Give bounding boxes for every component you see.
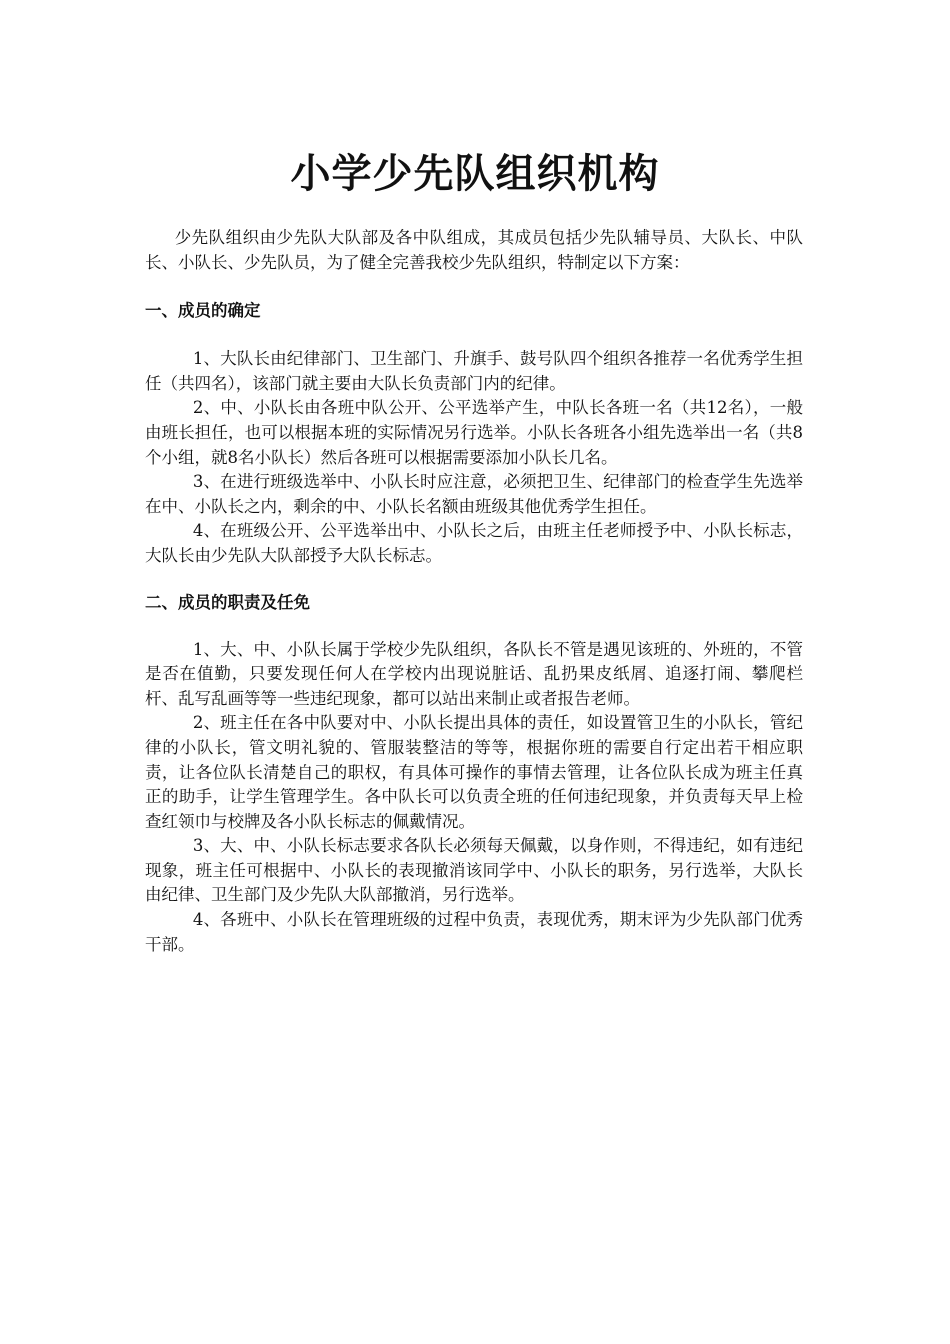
section2-paragraph-1: 1、大、中、小队长属于学校少先队组织，各队长不管是遇见该班的、外班的，不管是否在值勤，只要发现任何人在学校内出现说脏话、乱扔果皮纸屑、追逐打闹、攀爬栏杆、乱写乱画等等一些违纪现象，都可以站出来制止或者报告老师。 <box>145 639 803 708</box>
intro-paragraph: 少先队组织由少先队大队部及各中队组成，其成员包括少先队辅导员、大队长、中队长、小队长、少先队员，为了健全完善我校少先队组织，特制定以下方案： <box>145 228 803 272</box>
section1-paragraph-2: 2、中、小队长由各班中队公开、公平选举产生，中队长各班一名（共12名），一般由班长担任，也可以根据本班的实际情况另行选举。小队长各班各小组先选举出一名（共8个小组，就8名小队长）然后各班可以根据需要添加小队长几名。 <box>145 398 803 467</box>
section1-paragraph-1: 1、大队长由纪律部门、卫生部门、升旗手、鼓号队四个组织各推荐一名优秀学生担任（共四名），该部门就主要由大队长负责部门内的纪律。 <box>145 349 803 393</box>
section2-paragraph-4: 4、各班中、小队长在管理班级的过程中负责，表现优秀，期末评为少先队部门优秀干部。 <box>145 910 803 954</box>
section2-paragraph-3: 3、大、中、小队长标志要求各队长必须每天佩戴，以身作则，不得违纪，如有违纪现象，班主任可根据中、小队长的表现撤消该同学中、小队长的职务，另行选举，大队长由纪律、卫生部门及少先队大队部撤消，另行选举。 <box>145 836 803 905</box>
document-body <box>145 226 803 957</box>
section1-paragraph-3: 3、在进行班级选举中、小队长时应注意，必须把卫生、纪律部门的检查学生先选举在中、小队长之内，剩余的中、小队长名额由班级其他优秀学生担任。 <box>145 472 803 516</box>
section1-paragraph-4: 4、在班级公开、公平选举出中、小队长之后，由班主任老师授予中、小队长标志，大队长由少先队大队部授予大队长标志。 <box>145 521 803 565</box>
section2-paragraph-2: 2、班主任在各中队要对中、小队长提出具体的责任，如设置管卫生的小队长，管纪律的小队长，管文明礼貌的、管服装整洁的等等，根据你班的需要自行定出若干相应职责，让各位队长清楚自己的职权，有具体可操作的事情去管理，让各位队长成为班主任真正的助手，让学生管理学生。各中队长可以负责全班的任何违纪现象，并负责每天早上检查红领巾与校牌及各小队长标志的佩戴情况。 <box>145 713 803 831</box>
section-heading-duties-appointment: 二、成员的职责及任免 <box>145 592 310 612</box>
section-heading-member-selection: 一、成员的确定 <box>145 301 261 321</box>
document-title: 小学少先队组织机构 <box>290 151 660 197</box>
